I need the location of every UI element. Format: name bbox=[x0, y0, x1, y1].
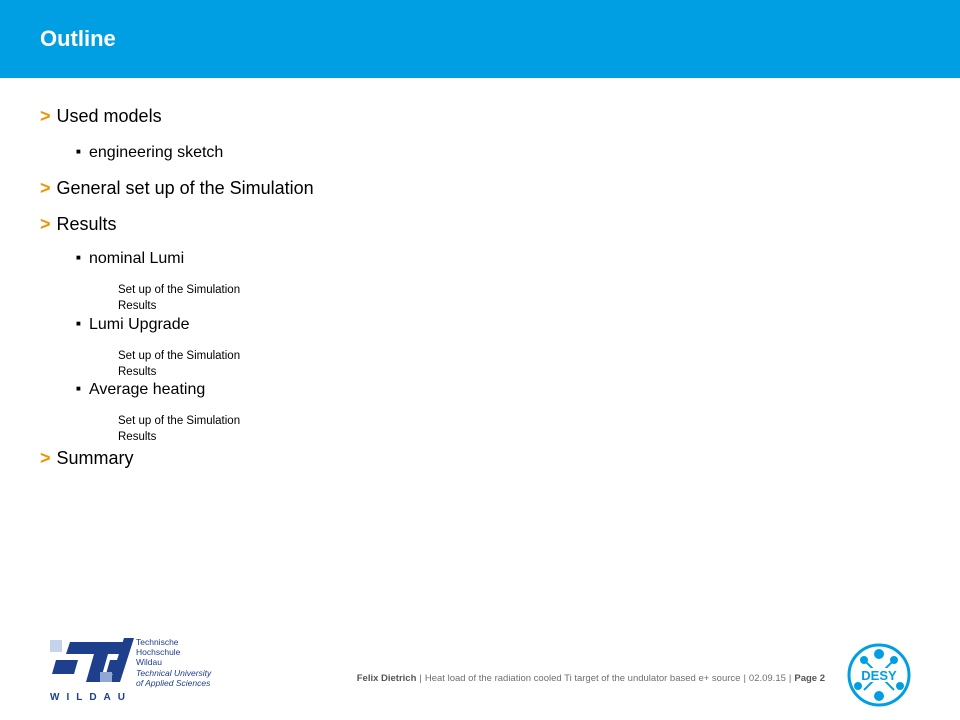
chevron-right-icon: > bbox=[40, 106, 51, 126]
svg-text:Technical University: Technical University bbox=[136, 668, 212, 678]
square-bullet-icon: ■ bbox=[76, 319, 81, 328]
svg-text:of Applied Sciences: of Applied Sciences bbox=[136, 678, 211, 688]
footer-talk-title: Heat load of the radiation cooled Ti target of the undulator based e+ source bbox=[424, 673, 741, 684]
footer: Felix Dietrich | Heat load of the radiation cooled Ti target of the undulator based e+ source | 02.09.15 | Page 2 bbox=[356, 673, 825, 684]
footer-author: Felix Dietrich bbox=[356, 673, 417, 684]
svg-text:Wildau: Wildau bbox=[136, 657, 162, 667]
outline-detail: Results bbox=[118, 300, 157, 312]
outline-detail: Results bbox=[118, 366, 157, 378]
outline-detail: Set up of the Simulation bbox=[118, 284, 241, 296]
outline-subitem: ■ engineering sketch bbox=[76, 144, 224, 161]
outline-subitem: ■ Lumi Upgrade bbox=[76, 316, 190, 333]
outline-item: > Summary bbox=[40, 448, 134, 468]
square-bullet-icon: ■ bbox=[76, 384, 81, 393]
outline-detail: Results bbox=[118, 431, 157, 443]
svg-text:DESY: DESY bbox=[861, 668, 897, 683]
square-bullet-icon: ■ bbox=[76, 147, 81, 156]
page-title: Outline bbox=[40, 26, 116, 51]
chevron-right-icon: > bbox=[40, 178, 51, 198]
svg-text:WILDAU: WILDAU bbox=[50, 692, 132, 703]
svg-text:Hochschule: Hochschule bbox=[136, 647, 181, 657]
outline-detail: Set up of the Simulation bbox=[118, 350, 241, 362]
outline-detail: Set up of the Simulation bbox=[118, 415, 241, 427]
footer-date: 02.09.15 bbox=[748, 673, 786, 684]
th-wildau-logo bbox=[48, 634, 218, 704]
outline-subitem: ■ nominal Lumi bbox=[76, 250, 185, 267]
outline-item: > General set up of the Simulation bbox=[40, 178, 314, 198]
svg-text:Technische: Technische bbox=[136, 637, 179, 647]
desy-logo bbox=[846, 642, 912, 708]
chevron-right-icon: > bbox=[40, 448, 51, 468]
outline-item: > Used models bbox=[40, 106, 162, 126]
outline-item: > Results bbox=[40, 214, 117, 234]
outline-subitem: ■ Average heating bbox=[76, 381, 206, 398]
footer-page-number: Page 2 bbox=[794, 673, 825, 684]
chevron-right-icon: > bbox=[40, 214, 51, 234]
square-bullet-icon: ■ bbox=[76, 253, 81, 262]
header-bar bbox=[0, 0, 960, 78]
